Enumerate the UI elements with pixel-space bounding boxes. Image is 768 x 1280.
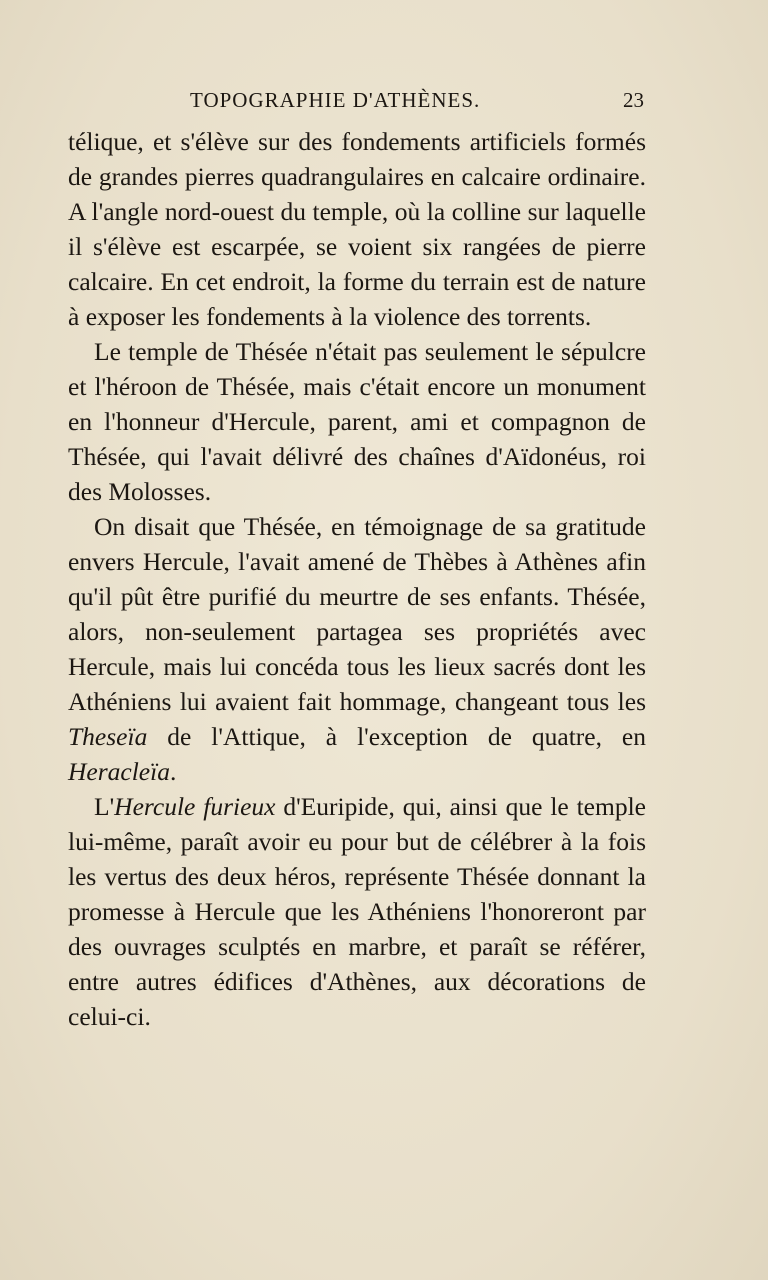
paragraph-4-part-b: d'Euripide, qui, ainsi que le temple lui-même, paraît avoir eu pour but de célébrer à la fois les vertus des deux héros, représente Thésée donnant la promesse à Hercule que les Athéniens l'honoreront par des ouvrages sculptés en marbre, et paraît se référer, entre autres édifices d'Athènes, aux décorations de celui-ci. [68, 792, 646, 1031]
running-title: TOPOGRAPHIE D'ATHÈNES. [190, 88, 481, 112]
page-header [190, 88, 644, 118]
paragraph-2: Le temple de Thésée n'était pas seulement le sépulcre et l'héroon de Thésée, mais c'était encore un monument en l'honneur d'Hercule, parent, ami et compagnon de Thésée, qui l'avait délivré des chaînes d'Aïdonéus, roi des Molosses. [68, 337, 646, 506]
hercule-furieux-title: Hercule furieux [114, 792, 276, 821]
paragraph-4-part-a: L' [94, 792, 115, 821]
paragraph-3-part-a: On disait que Thésée, en témoignage de sa gratitude envers Hercule, l'avait amené de Thèbes à Athènes afin qu'il pût être purifié du meurtre de ses enfants. Thésée, alors, non-seulement partagea ses propriétés avec Hercule, mais lui concéda tous les lieux sacrés dont les Athéniens lui avaient fait hommage, changeant tous les [68, 512, 646, 716]
paragraph-3-part-b: de l'Attique, à l'exception de quatre, en [147, 722, 646, 751]
page-number: 23 [623, 88, 644, 112]
paragraph-3 [68, 509, 646, 789]
paragraph-1: télique, et s'élève sur des fondements artificiels formés de grandes pierres quadrangulaires en calcaire ordinaire. A l'angle nord-ouest du temple, où la colline sur laquelle il s'élève est escarpée, se voient six rangées de pierre calcaire. En cet endroit, la forme du terrain est de nature à exposer les fondements à la violence des torrents. [68, 127, 646, 331]
paragraph-4 [68, 789, 646, 1034]
heracleia-term: Heracleïa [68, 757, 170, 786]
body-text [68, 124, 646, 1034]
theseia-term: Theseïa [68, 722, 148, 751]
paragraph-3-part-c: . [169, 757, 177, 786]
